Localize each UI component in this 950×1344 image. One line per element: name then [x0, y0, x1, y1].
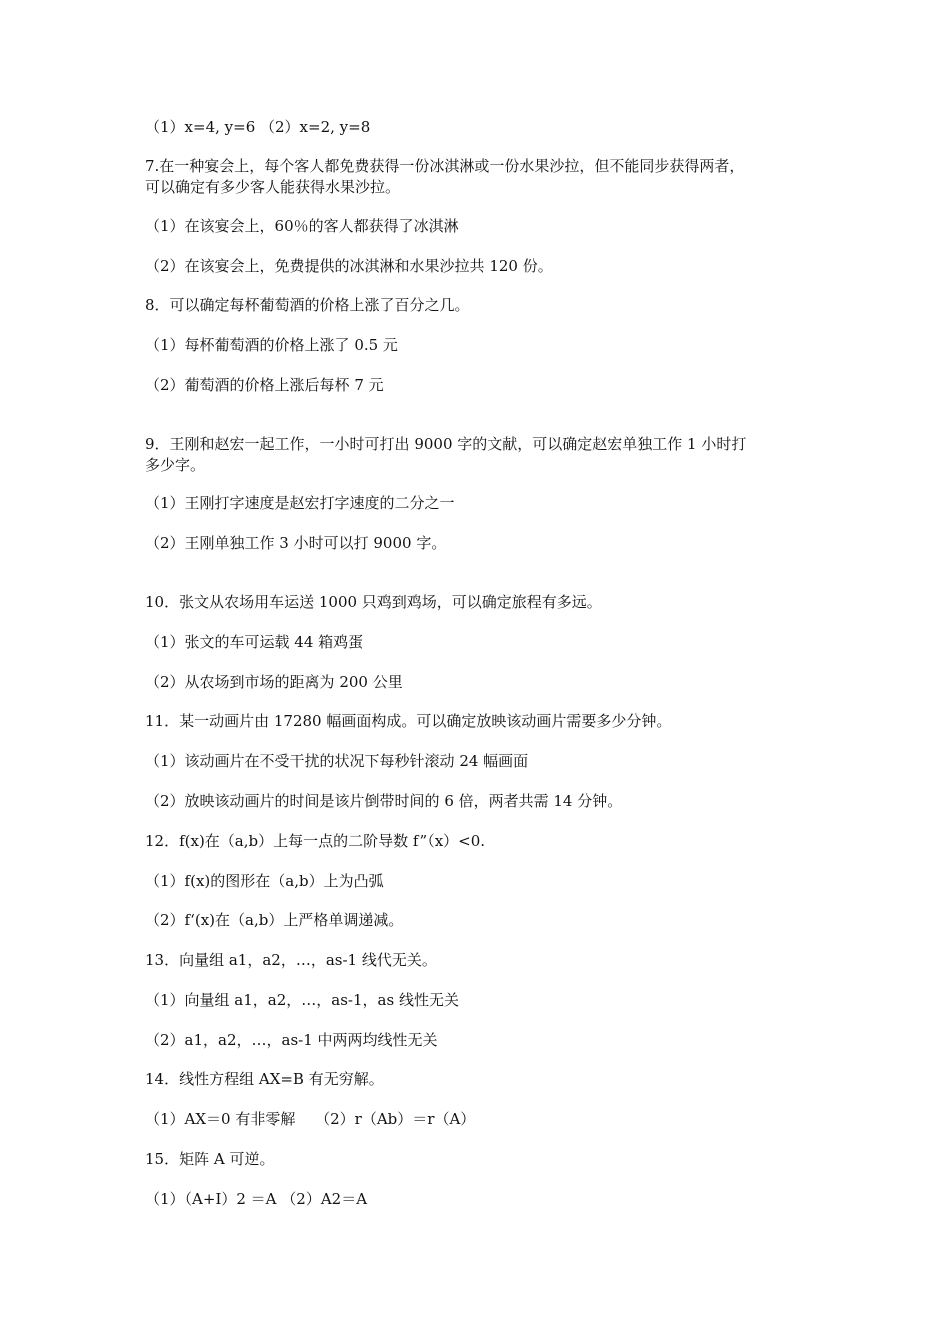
q9-condition-2: （2）王刚单独工作 3 小时可以打 9000 字。: [145, 534, 447, 552]
question-7-line-2: 可以确定有多少客人能获得水果沙拉。: [145, 178, 401, 196]
q11-condition-1: （1）该动画片在不受干扰的状况下每秒针滚动 24 幅画面: [145, 752, 529, 770]
q14-conditions: （1）AX＝0 有非零解 （2）r（Ab）＝r（A）: [145, 1110, 476, 1128]
q7-condition-2: （2）在该宴会上，免费提供的冰淇淋和水果沙拉共 120 份。: [145, 257, 553, 275]
question-9-line-2: 多少字。: [145, 456, 206, 474]
q13-condition-2: （2）a1，a2，…，as-1 中两两均线性无关: [145, 1031, 438, 1049]
question-10: 10．张文从农场用车运送 1000 只鸡到鸡场，可以确定旅程有多远。: [145, 593, 602, 611]
question-14: 14．线性方程组 AX=B 有无穷解。: [145, 1070, 384, 1088]
question-15: 15．矩阵 A 可逆。: [145, 1150, 275, 1168]
question-13: 13．向量组 a1，a2，…，as-1 线代无关。: [145, 951, 437, 969]
q10-condition-2: （2）从农场到市场的距离为 200 公里: [145, 673, 403, 691]
question-11: 11．某一动画片由 17280 幅画面构成。可以确定放映该动画片需要多少分钟。: [145, 712, 672, 730]
question-9-line-1: 9．王刚和赵宏一起工作，一小时可打出 9000 字的文献，可以确定赵宏单独工作 1 小时打: [145, 435, 747, 453]
q12-condition-1: （1）f(x)的图形在（a,b）上为凸弧: [145, 872, 384, 890]
q8-condition-1: （1）每杯葡萄酒的价格上涨了 0.5 元: [145, 336, 398, 354]
question-12: 12．f(x)在（a,b）上每一点的二阶导数 f”（x）<0.: [145, 832, 486, 850]
q12-condition-2: （2）f‘(x)在（a,b）上严格单调递减。: [145, 911, 404, 929]
q15-conditions: （1）（A+I）2 ＝A （2）A2＝A: [145, 1190, 368, 1208]
q8-condition-2: （2）葡萄酒的价格上涨后每杯 7 元: [145, 376, 384, 394]
q7-condition-1: （1）在该宴会上，60％的客人都获得了冰淇淋: [145, 217, 459, 235]
question-8: 8．可以确定每杯葡萄酒的价格上涨了百分之几。: [145, 296, 470, 314]
q9-condition-1: （1）王刚打字速度是赵宏打字速度的二分之一: [145, 494, 455, 512]
q11-condition-2: （2）放映该动画片的时间是该片倒带时间的 6 倍，两者共需 14 分钟。: [145, 792, 623, 810]
q10-condition-1: （1）张文的车可运载 44 箱鸡蛋: [145, 633, 364, 651]
question-7-line-1: 7.在一种宴会上，每个客人都免费获得一份冰淇淋或一份水果沙拉，但不能同步获得两者，: [145, 157, 745, 175]
answer-options-6: （1）x=4, y=6 （2）x=2, y=8: [145, 118, 371, 136]
q13-condition-1: （1）向量组 a1，a2，…，as-1，as 线性无关: [145, 991, 459, 1009]
